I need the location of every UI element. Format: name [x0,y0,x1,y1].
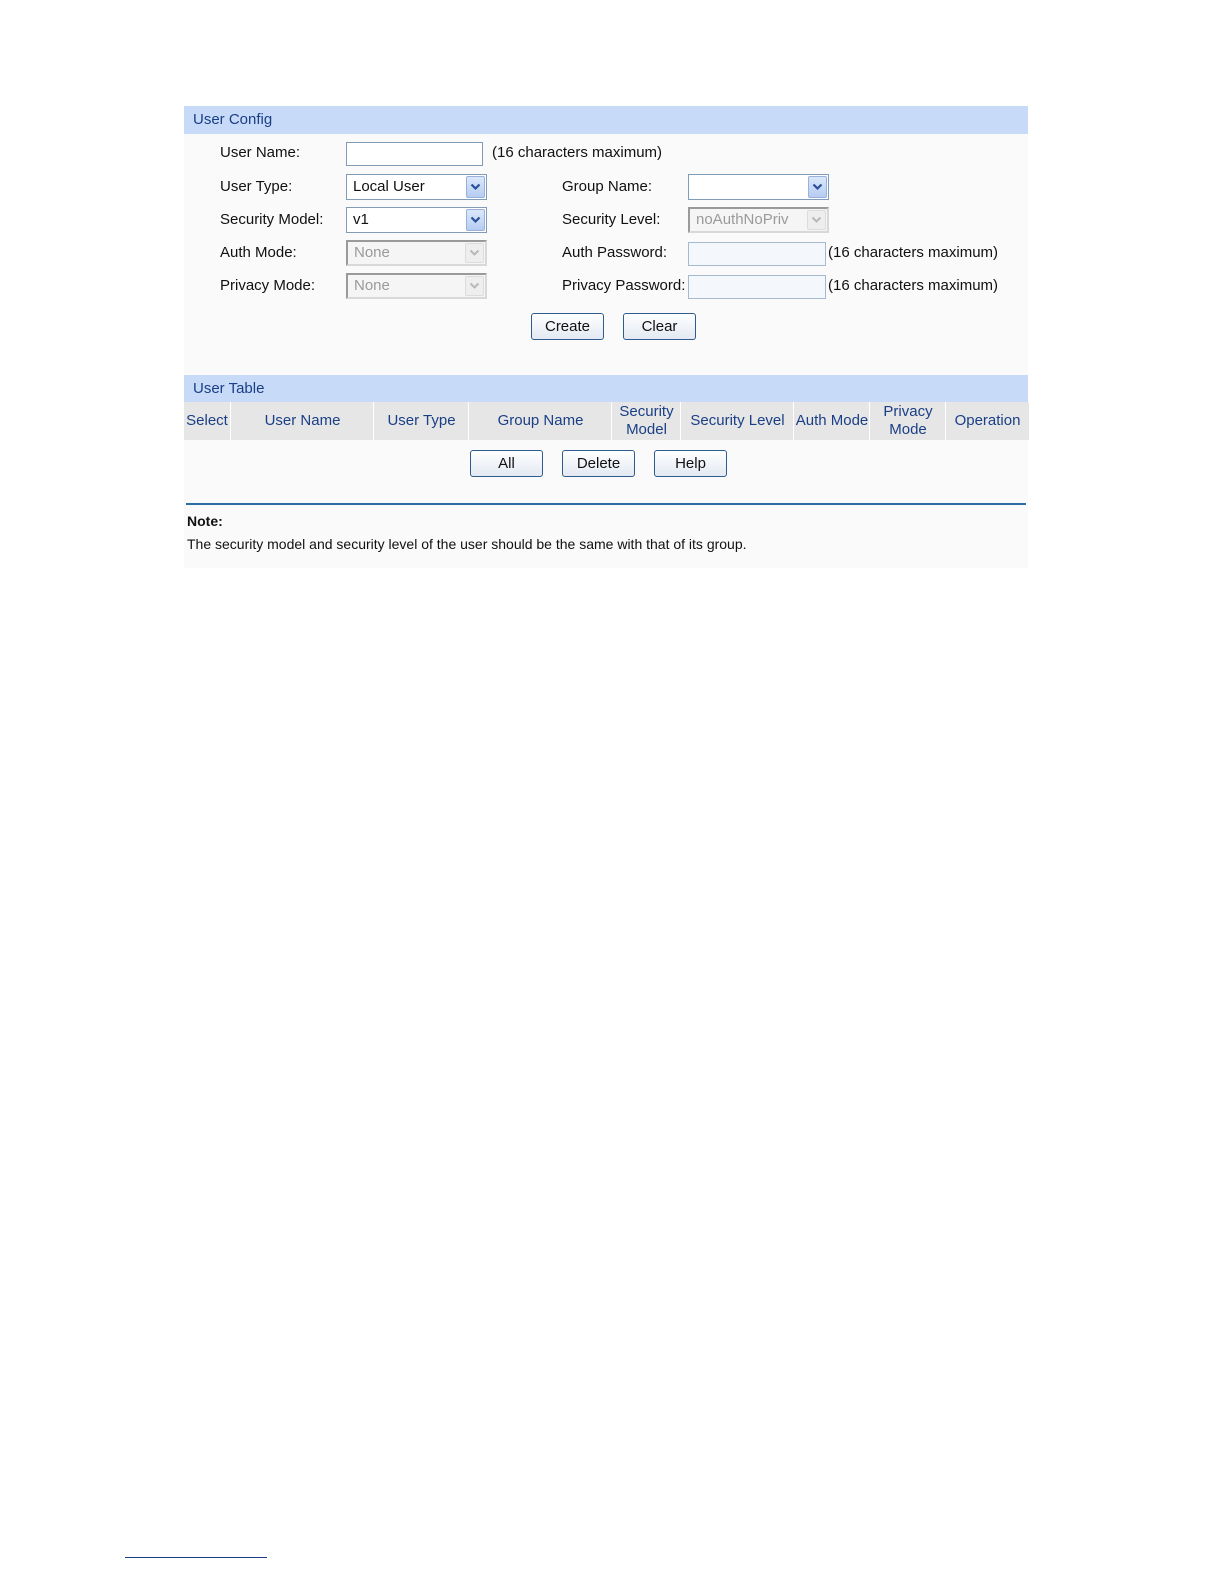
group-name-select[interactable] [688,174,829,200]
security-level-value: noAuthNoPriv [696,211,789,228]
chevron-down-icon[interactable] [466,176,485,198]
auth-password-label: Auth Password: [562,244,668,261]
snmp-user-panel [184,106,1028,568]
column-header-security-model-line1: Security [619,403,674,420]
column-header-security-level: Security Level [680,402,794,440]
auth-password-input[interactable] [688,242,826,266]
chevron-down-icon [465,276,484,296]
chevron-down-icon [465,243,484,263]
note-title: Note: [187,513,223,529]
user-config-header: User Config [184,106,1028,134]
user-type-label: User Type: [220,178,293,195]
column-header-security-model [611,402,681,440]
user-name-hint: (16 characters maximum) [492,144,663,161]
chevron-down-icon [807,210,826,230]
help-button[interactable]: Help [654,450,727,477]
column-header-security-model-line2: Model [626,421,667,438]
privacy-password-hint: (16 characters maximum) [828,277,999,294]
security-model-value: v1 [353,211,369,228]
column-header-privacy-mode-line2: Mode [889,421,927,438]
delete-button[interactable]: Delete [562,450,635,477]
note-divider [186,503,1026,505]
clear-button[interactable]: Clear [623,313,696,340]
privacy-mode-value: None [354,277,390,294]
security-level-label: Security Level: [562,211,661,228]
chevron-down-icon[interactable] [808,176,827,198]
auth-mode-label: Auth Mode: [220,244,297,261]
auth-mode-select[interactable] [346,240,487,266]
column-header-auth-mode: Auth Mode [793,402,870,440]
column-header-privacy-mode [869,402,946,440]
security-level-select[interactable] [688,207,829,233]
user-name-label: User Name: [220,144,301,161]
column-header-privacy-mode-line1: Privacy [883,403,933,420]
privacy-mode-select[interactable] [346,273,487,299]
privacy-password-input[interactable] [688,275,826,299]
column-header-user-name: User Name [230,402,374,440]
chevron-down-icon[interactable] [466,209,485,231]
privacy-mode-label: Privacy Mode: [220,277,316,294]
privacy-password-label: Privacy Password: [562,277,686,294]
column-header-user-type: User Type [373,402,469,440]
group-name-label: Group Name: [562,178,653,195]
user-name-input[interactable] [346,142,483,166]
security-model-label: Security Model: [220,211,324,228]
column-header-operation: Operation [945,402,1029,440]
user-type-select[interactable] [346,174,487,200]
security-model-select[interactable] [346,207,487,233]
auth-password-hint: (16 characters maximum) [828,244,999,261]
note-text: The security model and security level of the user should be the same with that of its group. [187,536,747,552]
column-header-select: Select [184,402,230,440]
column-header-group-name: Group Name [468,402,612,440]
create-button[interactable]: Create [531,313,604,340]
auth-mode-value: None [354,244,390,261]
user-table-header: User Table [184,375,1028,403]
select-all-button[interactable]: All [470,450,543,477]
footnote-rule [125,1557,267,1558]
user-type-value: Local User [353,178,425,195]
